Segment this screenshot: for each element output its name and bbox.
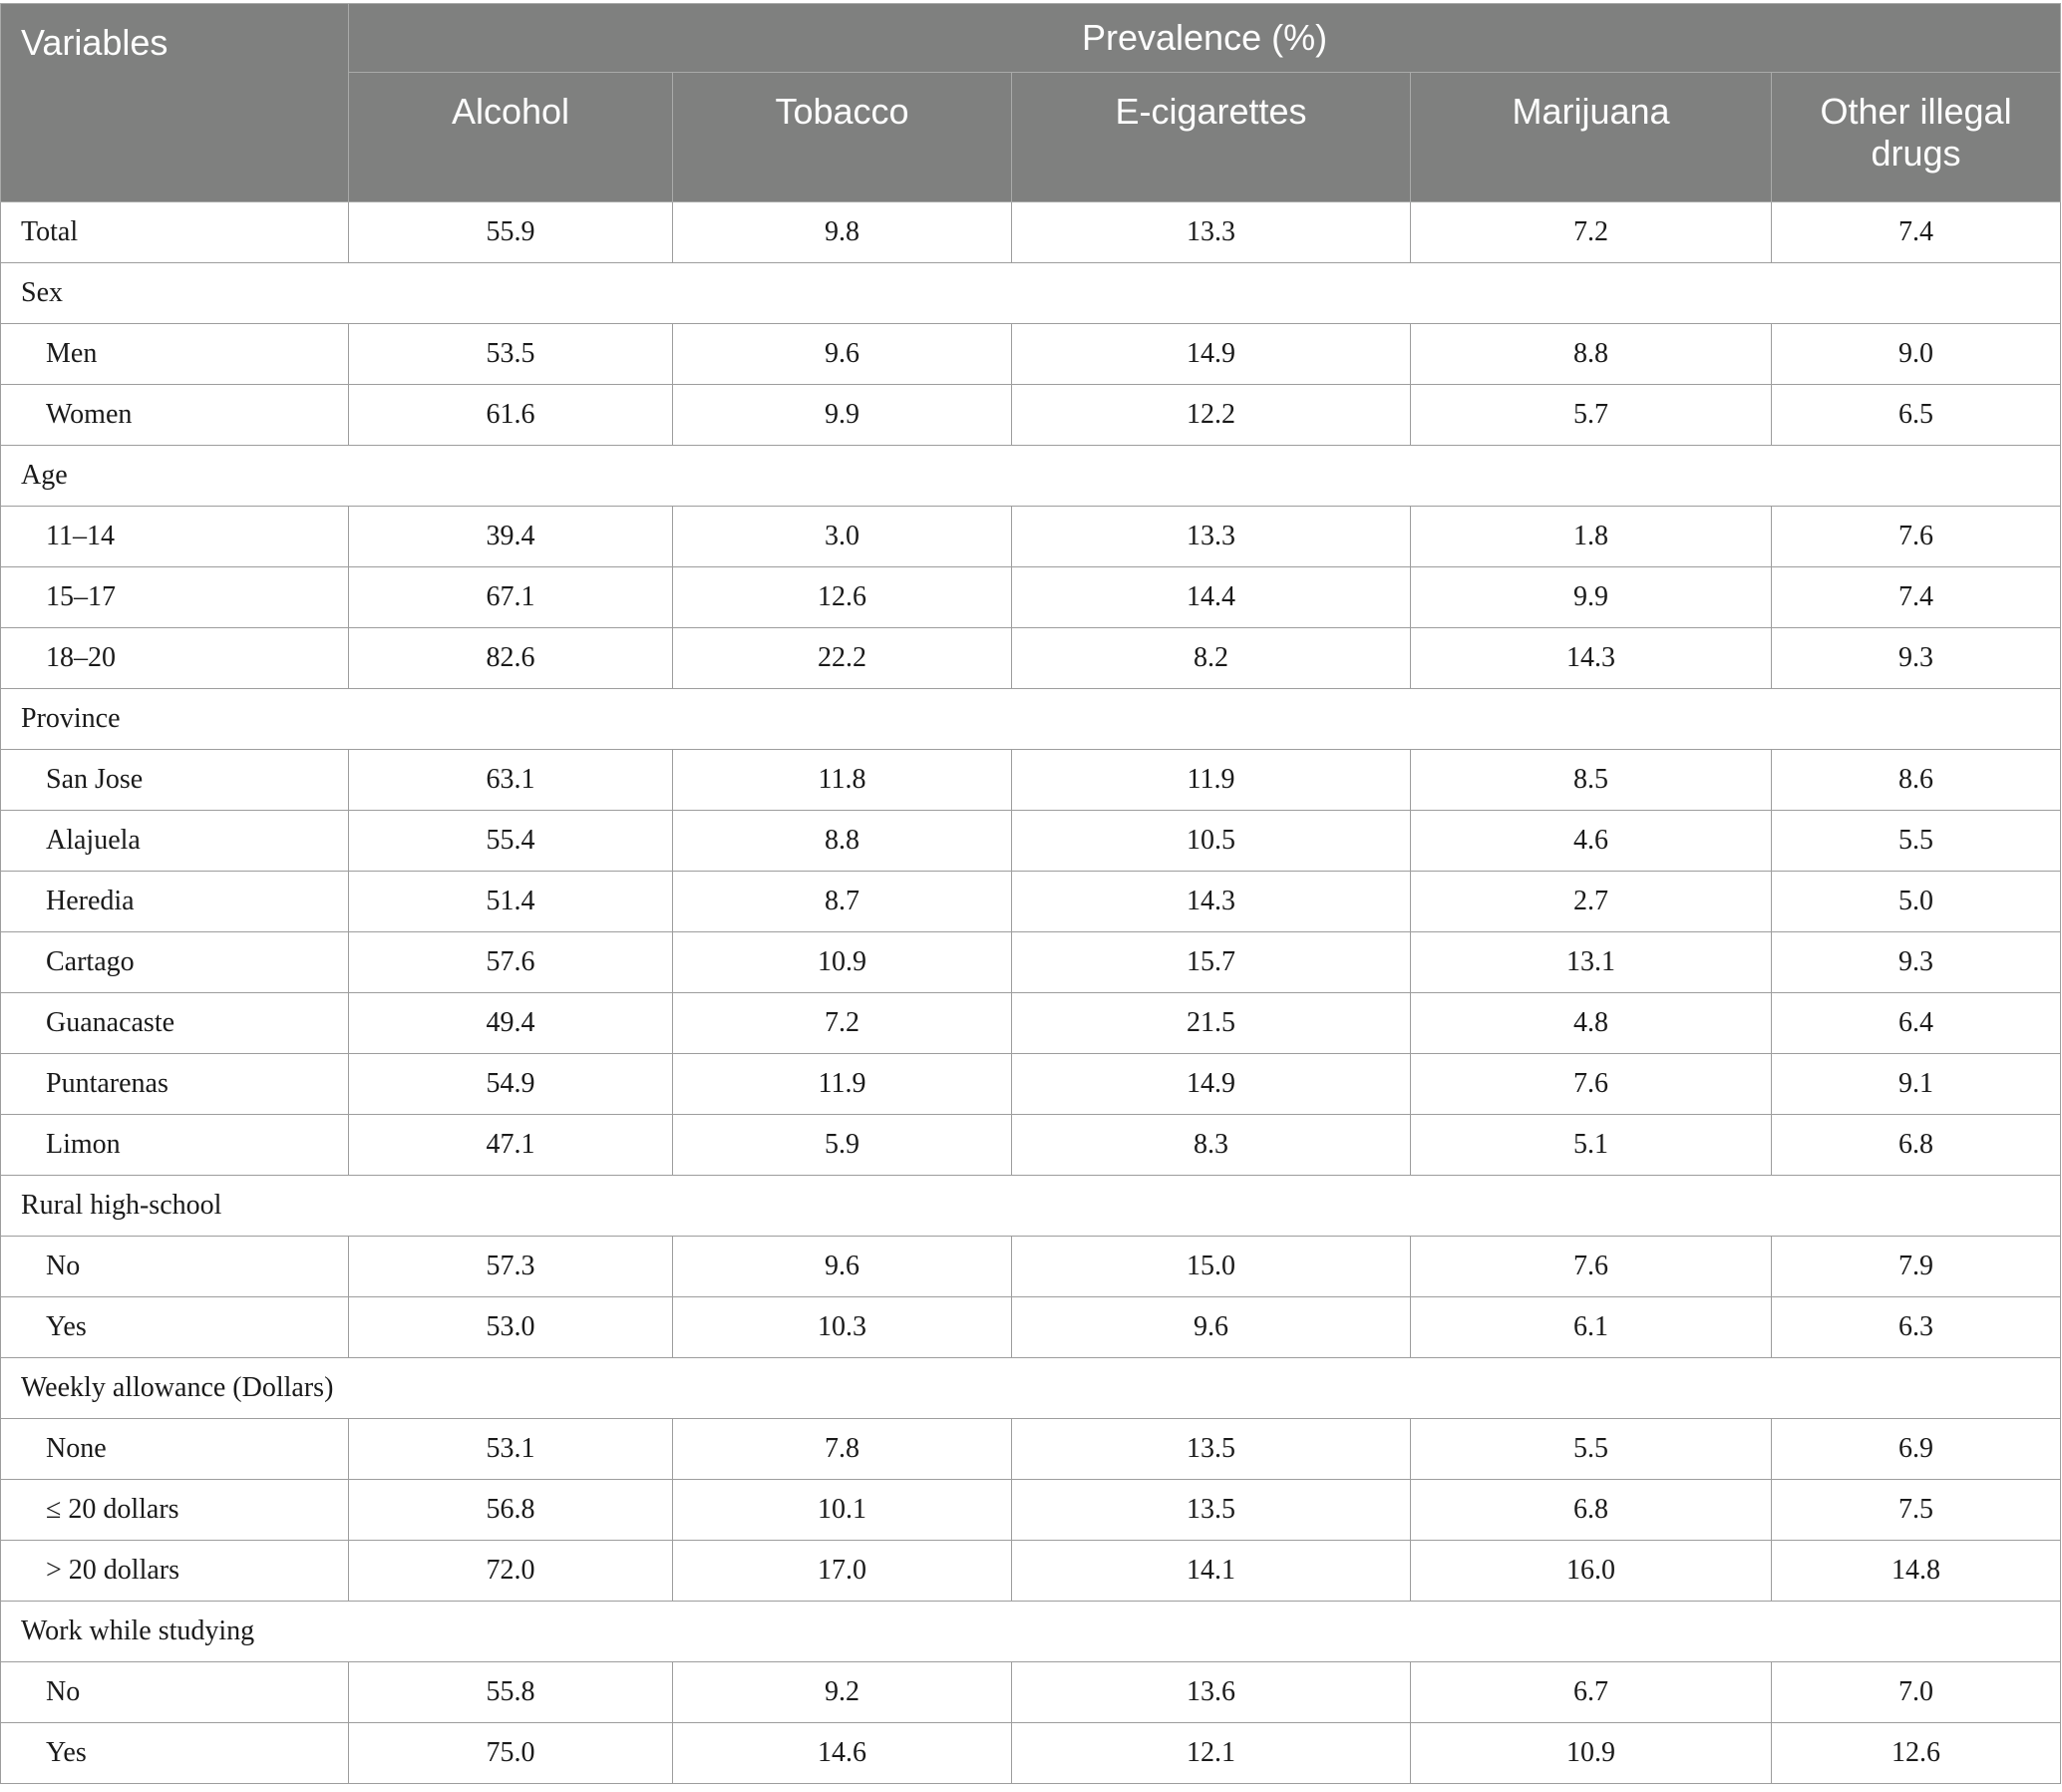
value-cell: 6.8 [1772, 1115, 2061, 1176]
value-cell: 9.9 [1411, 567, 1772, 628]
value-cell: 14.8 [1772, 1541, 2061, 1602]
table-row [1, 1541, 2061, 1602]
value-cell: 9.3 [1772, 628, 2061, 689]
table-row [1, 1054, 2061, 1115]
column-header-alcohol: Alcohol [349, 73, 673, 202]
row-label: Women [1, 385, 349, 446]
group-label: Rural high-school [1, 1176, 2061, 1237]
value-cell: 11.8 [673, 750, 1012, 811]
table-body [1, 202, 2061, 1784]
value-cell: 7.6 [1411, 1237, 1772, 1297]
value-cell: 16.0 [1411, 1541, 1772, 1602]
value-cell: 12.1 [1012, 1723, 1411, 1784]
row-label: Yes [1, 1723, 349, 1784]
column-header-tobacco: Tobacco [673, 73, 1012, 202]
row-label: 18–20 [1, 628, 349, 689]
value-cell: 9.8 [673, 202, 1012, 263]
table-row [1, 202, 2061, 263]
group-header-row [1, 446, 2061, 507]
row-label: None [1, 1419, 349, 1480]
value-cell: 9.2 [673, 1662, 1012, 1723]
row-label: No [1, 1662, 349, 1723]
value-cell: 14.9 [1012, 1054, 1411, 1115]
table-row [1, 507, 2061, 567]
table-row [1, 567, 2061, 628]
value-cell: 8.7 [673, 872, 1012, 932]
table-header [1, 4, 2061, 202]
group-header-row [1, 1176, 2061, 1237]
value-cell: 8.6 [1772, 750, 2061, 811]
value-cell: 17.0 [673, 1541, 1012, 1602]
column-header-marijuana: Marijuana [1411, 73, 1772, 202]
value-cell: 12.6 [673, 567, 1012, 628]
value-cell: 7.0 [1772, 1662, 2061, 1723]
value-cell: 55.8 [349, 1662, 673, 1723]
value-cell: 82.6 [349, 628, 673, 689]
group-label: Sex [1, 263, 2061, 324]
value-cell: 7.8 [673, 1419, 1012, 1480]
table-row [1, 324, 2061, 385]
table-row [1, 385, 2061, 446]
value-cell: 14.6 [673, 1723, 1012, 1784]
value-cell: 47.1 [349, 1115, 673, 1176]
value-cell: 55.4 [349, 811, 673, 872]
column-header-other-illegal-drugs: Other illegal drugs [1772, 73, 2061, 202]
value-cell: 9.9 [673, 385, 1012, 446]
value-cell: 55.9 [349, 202, 673, 263]
group-header-row [1, 1358, 2061, 1419]
table-row [1, 750, 2061, 811]
value-cell: 9.0 [1772, 324, 2061, 385]
value-cell: 7.6 [1772, 507, 2061, 567]
value-cell: 9.6 [1012, 1297, 1411, 1358]
value-cell: 4.8 [1411, 993, 1772, 1054]
value-cell: 6.5 [1772, 385, 2061, 446]
value-cell: 10.1 [673, 1480, 1012, 1541]
row-label: > 20 dollars [1, 1541, 349, 1602]
value-cell: 5.5 [1772, 811, 2061, 872]
prevalence-header: Prevalence (%) [349, 4, 2061, 73]
table-row [1, 811, 2061, 872]
group-label: Weekly allowance (Dollars) [1, 1358, 2061, 1419]
value-cell: 15.0 [1012, 1237, 1411, 1297]
table-row [1, 1419, 2061, 1480]
value-cell: 9.3 [1772, 932, 2061, 993]
value-cell: 9.1 [1772, 1054, 2061, 1115]
value-cell: 7.4 [1772, 202, 2061, 263]
value-cell: 6.1 [1411, 1297, 1772, 1358]
value-cell: 49.4 [349, 993, 673, 1054]
value-cell: 7.6 [1411, 1054, 1772, 1115]
variables-header: Variables [1, 4, 349, 202]
value-cell: 7.4 [1772, 567, 2061, 628]
row-label: Puntarenas [1, 1054, 349, 1115]
group-label: Province [1, 689, 2061, 750]
value-cell: 21.5 [1012, 993, 1411, 1054]
value-cell: 8.5 [1411, 750, 1772, 811]
value-cell: 13.3 [1012, 507, 1411, 567]
value-cell: 10.9 [673, 932, 1012, 993]
row-label: 15–17 [1, 567, 349, 628]
row-label: Alajuela [1, 811, 349, 872]
table-row [1, 1237, 2061, 1297]
value-cell: 56.8 [349, 1480, 673, 1541]
value-cell: 13.6 [1012, 1662, 1411, 1723]
value-cell: 14.3 [1012, 872, 1411, 932]
row-label: Men [1, 324, 349, 385]
value-cell: 72.0 [349, 1541, 673, 1602]
value-cell: 51.4 [349, 872, 673, 932]
row-label: 11–14 [1, 507, 349, 567]
value-cell: 22.2 [673, 628, 1012, 689]
value-cell: 6.7 [1411, 1662, 1772, 1723]
value-cell: 57.3 [349, 1237, 673, 1297]
value-cell: 10.5 [1012, 811, 1411, 872]
value-cell: 11.9 [673, 1054, 1012, 1115]
value-cell: 11.9 [1012, 750, 1411, 811]
value-cell: 15.7 [1012, 932, 1411, 993]
table-row [1, 932, 2061, 993]
value-cell: 39.4 [349, 507, 673, 567]
group-header-row [1, 689, 2061, 750]
column-header-e-cigarettes: E-cigarettes [1012, 73, 1411, 202]
value-cell: 7.5 [1772, 1480, 2061, 1541]
value-cell: 14.3 [1411, 628, 1772, 689]
value-cell: 8.8 [673, 811, 1012, 872]
value-cell: 13.5 [1012, 1419, 1411, 1480]
value-cell: 54.9 [349, 1054, 673, 1115]
value-cell: 10.3 [673, 1297, 1012, 1358]
table-row [1, 993, 2061, 1054]
value-cell: 53.5 [349, 324, 673, 385]
table-row [1, 1662, 2061, 1723]
value-cell: 10.9 [1411, 1723, 1772, 1784]
group-header-row [1, 263, 2061, 324]
value-cell: 9.6 [673, 324, 1012, 385]
value-cell: 53.0 [349, 1297, 673, 1358]
row-label: Total [1, 202, 349, 263]
value-cell: 14.9 [1012, 324, 1411, 385]
row-label: Cartago [1, 932, 349, 993]
value-cell: 7.2 [673, 993, 1012, 1054]
value-cell: 5.5 [1411, 1419, 1772, 1480]
value-cell: 1.8 [1411, 507, 1772, 567]
value-cell: 13.3 [1012, 202, 1411, 263]
row-label: Heredia [1, 872, 349, 932]
row-label: Guanacaste [1, 993, 349, 1054]
table-row [1, 1480, 2061, 1541]
value-cell: 6.9 [1772, 1419, 2061, 1480]
value-cell: 13.1 [1411, 932, 1772, 993]
value-cell: 4.6 [1411, 811, 1772, 872]
group-header-row [1, 1602, 2061, 1662]
group-label: Work while studying [1, 1602, 2061, 1662]
row-label: San Jose [1, 750, 349, 811]
group-label: Age [1, 446, 2061, 507]
row-label: No [1, 1237, 349, 1297]
value-cell: 8.8 [1411, 324, 1772, 385]
row-label: Yes [1, 1297, 349, 1358]
value-cell: 7.2 [1411, 202, 1772, 263]
value-cell: 5.9 [673, 1115, 1012, 1176]
value-cell: 14.4 [1012, 567, 1411, 628]
value-cell: 12.6 [1772, 1723, 2061, 1784]
value-cell: 8.2 [1012, 628, 1411, 689]
prevalence-table-container [0, 3, 2060, 1784]
value-cell: 5.0 [1772, 872, 2061, 932]
value-cell: 5.1 [1411, 1115, 1772, 1176]
value-cell: 8.3 [1012, 1115, 1411, 1176]
value-cell: 12.2 [1012, 385, 1411, 446]
value-cell: 53.1 [349, 1419, 673, 1480]
value-cell: 67.1 [349, 567, 673, 628]
prevalence-table [0, 3, 2061, 1784]
row-label: ≤ 20 dollars [1, 1480, 349, 1541]
value-cell: 13.5 [1012, 1480, 1411, 1541]
row-label: Limon [1, 1115, 349, 1176]
value-cell: 75.0 [349, 1723, 673, 1784]
value-cell: 57.6 [349, 932, 673, 993]
value-cell: 9.6 [673, 1237, 1012, 1297]
value-cell: 6.8 [1411, 1480, 1772, 1541]
value-cell: 61.6 [349, 385, 673, 446]
value-cell: 2.7 [1411, 872, 1772, 932]
table-row [1, 872, 2061, 932]
value-cell: 63.1 [349, 750, 673, 811]
table-row [1, 1297, 2061, 1358]
value-cell: 14.1 [1012, 1541, 1411, 1602]
table-row [1, 628, 2061, 689]
value-cell: 3.0 [673, 507, 1012, 567]
table-row [1, 1115, 2061, 1176]
value-cell: 6.4 [1772, 993, 2061, 1054]
value-cell: 7.9 [1772, 1237, 2061, 1297]
value-cell: 6.3 [1772, 1297, 2061, 1358]
value-cell: 5.7 [1411, 385, 1772, 446]
table-row [1, 1723, 2061, 1784]
